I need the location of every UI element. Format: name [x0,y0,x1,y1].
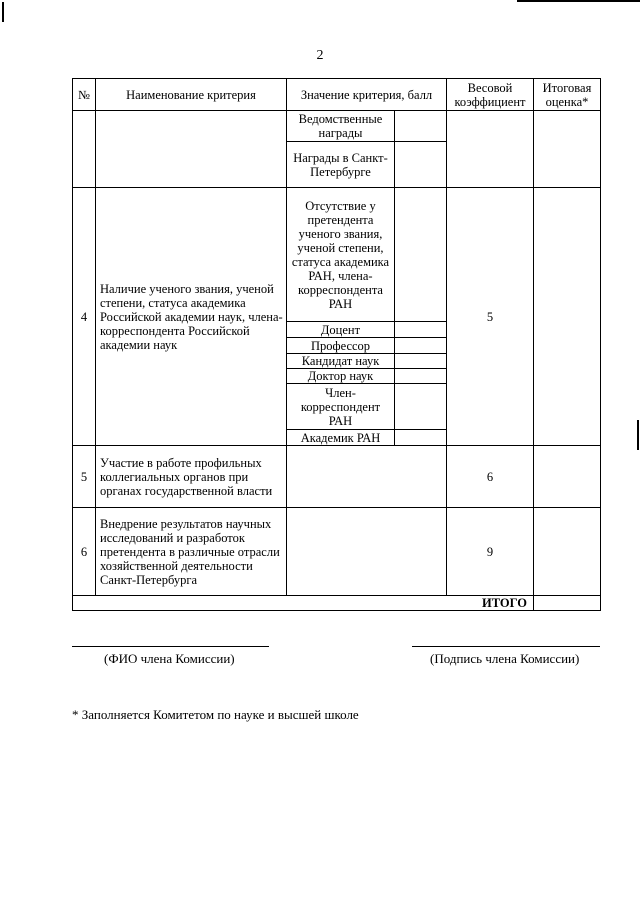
header-weight: Весовой коэффициент [447,79,534,111]
header-name: Наименование критерия [96,79,287,111]
cont-name-cell [96,111,287,188]
row-6-weight: 9 [447,508,534,596]
value-score-cell [395,322,447,338]
row-5-name: Участие в работе профильных коллегиальных органов при органах государственной власти [96,446,287,508]
total-label: ИТОГО [73,596,534,611]
footnote: * Заполняется Комитетом по науке и высшей школе [72,707,359,722]
value-score-cell [395,142,447,188]
value-score-cell [395,338,447,354]
row-5-value [287,446,447,508]
row-4-num: 4 [73,188,96,446]
cont-weight-cell [447,111,534,188]
header-num: № [73,79,96,111]
value-option: Ведомственные награды [287,111,395,142]
value-score-cell [395,188,447,322]
row-6-name: Внедрение результатов научных исследований и разработок претендента в различные отрасли хозяйственной деятельности Санкт-Петербурга [96,508,287,596]
cont-total-cell [534,111,601,188]
row-4-name: Наличие ученого звания, ученой степени, статуса академика Российской академии наук, члена-корреспондента Российской академии наук [96,188,287,446]
value-score-cell [395,369,447,384]
fio-signature-line [72,646,269,647]
scan-edge-mark [637,420,639,450]
cont-num-cell [73,111,96,188]
value-option: Доцент [287,322,395,338]
value-score-cell [395,111,447,142]
scan-edge-mark [517,0,640,2]
total-value-cell [534,596,601,611]
value-score-cell [395,354,447,369]
signature-line [412,646,600,647]
value-option: Профессор [287,338,395,354]
page-number: 2 [316,48,324,63]
value-score-cell [395,430,447,446]
value-score-cell [395,384,447,430]
row-5-weight: 6 [447,446,534,508]
value-option: Академик РАН [287,430,395,446]
row-4-weight: 5 [447,188,534,446]
value-option: Кандидат наук [287,354,395,369]
signature-label: (Подпись члена Комиссии) [430,651,580,666]
row-5-total [534,446,601,508]
value-option: Доктор наук [287,369,395,384]
scan-edge-mark [2,2,4,22]
value-option: Награды в Санкт-Петербурге [287,142,395,188]
row-6-total [534,508,601,596]
criteria-table [72,78,601,611]
row-5-num: 5 [73,446,96,508]
fio-label: (ФИО члена Комиссии) [104,651,235,666]
header-total: Итоговая оценка* [534,79,601,111]
value-option: Отсутствие у претендента ученого звания, ученой степени, статуса академика РАН, члена-корреспондента РАН [287,188,395,322]
value-option: Член-корреспондент РАН [287,384,395,430]
row-6-value [287,508,447,596]
header-value: Значение критерия, балл [287,79,447,111]
row-4-total [534,188,601,446]
row-6-num: 6 [73,508,96,596]
